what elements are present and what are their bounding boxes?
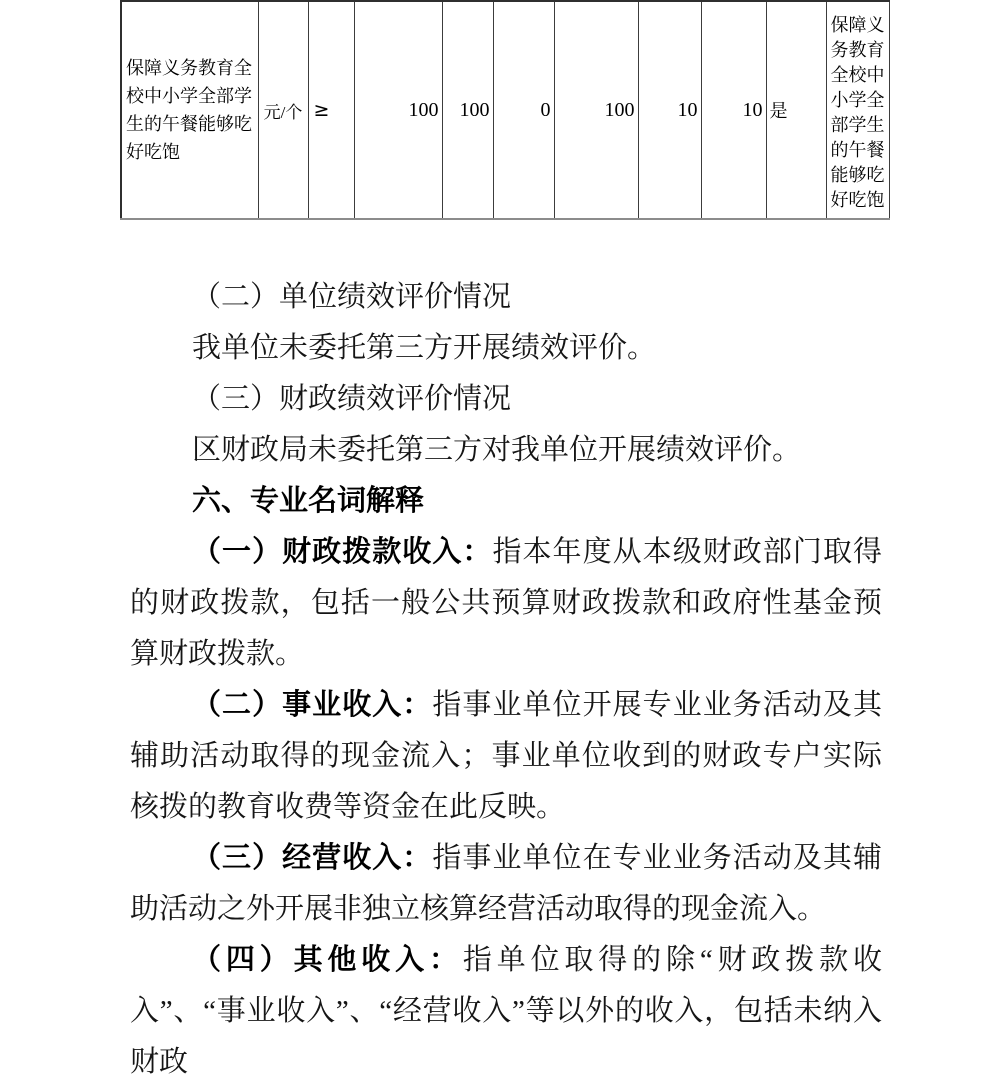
term-text-4: 指单位取得的除“财政拨款收入”、“事业收入”、“经营收入”等以外的收入，包括未纳入财政 bbox=[130, 944, 882, 1078]
section-heading-unit-eval: （二）单位绩效评价情况 bbox=[192, 281, 512, 313]
term-text-3: 指事业单位在专业业务活动及其辅助活动之外开展非独立核算经营活动取得的现金流入。 bbox=[130, 842, 882, 925]
flag-cell: 是 bbox=[766, 1, 826, 219]
term-name-2: （二）事业收入： bbox=[192, 689, 433, 721]
indicator-repeat-cell: 保障义务教育全校中小学全部学生的午餐能够吃好吃饱 bbox=[826, 1, 889, 219]
paragraph-fiscal-eval: 区财政局未委托第三方对我单位开展绩效评价。 bbox=[192, 434, 802, 466]
term-definition-4 bbox=[130, 935, 882, 1088]
table-row bbox=[121, 1, 889, 219]
section-heading-terms: 六、专业名词解释 bbox=[192, 485, 425, 517]
unit-cell: 元/个 bbox=[258, 1, 308, 219]
comparator-cell: ≥ bbox=[308, 1, 354, 219]
section-heading-fiscal-eval: （三）财政绩效评价情况 bbox=[192, 383, 512, 415]
value-cell-1: 100 bbox=[354, 1, 442, 219]
term-name-1: （一）财政拨款收入： bbox=[192, 536, 493, 568]
paragraph-unit-eval: 我单位未委托第三方开展绩效评价。 bbox=[192, 332, 657, 364]
term-definition-3 bbox=[130, 833, 882, 935]
indicator-name-cell: 保障义务教育全校中小学全部学生的午餐能够吃好吃饱 bbox=[121, 1, 258, 219]
term-text-2: 指事业单位开展专业业务活动及其辅助活动取得的现金流入；事业单位收到的财政专户实际核拨的教育收费等资金在此反映。 bbox=[130, 689, 882, 823]
term-name-4: （四）其他收入： bbox=[192, 944, 463, 976]
term-name-3: （三）经营收入： bbox=[192, 842, 433, 874]
performance-indicator-table bbox=[120, 0, 890, 220]
value-cell-3: 0 bbox=[493, 1, 554, 219]
value-cell-6: 10 bbox=[701, 1, 766, 219]
term-text-1: 指本年度从本级财政部门取得的财政拨款，包括一般公共预算财政拨款和政府性基金预算财政拨款。 bbox=[130, 536, 882, 670]
value-cell-5: 10 bbox=[638, 1, 701, 219]
term-definition-1 bbox=[130, 527, 882, 680]
value-cell-2: 100 bbox=[442, 1, 493, 219]
document-body bbox=[130, 272, 882, 1088]
term-definition-2 bbox=[130, 680, 882, 833]
value-cell-4: 100 bbox=[554, 1, 638, 219]
